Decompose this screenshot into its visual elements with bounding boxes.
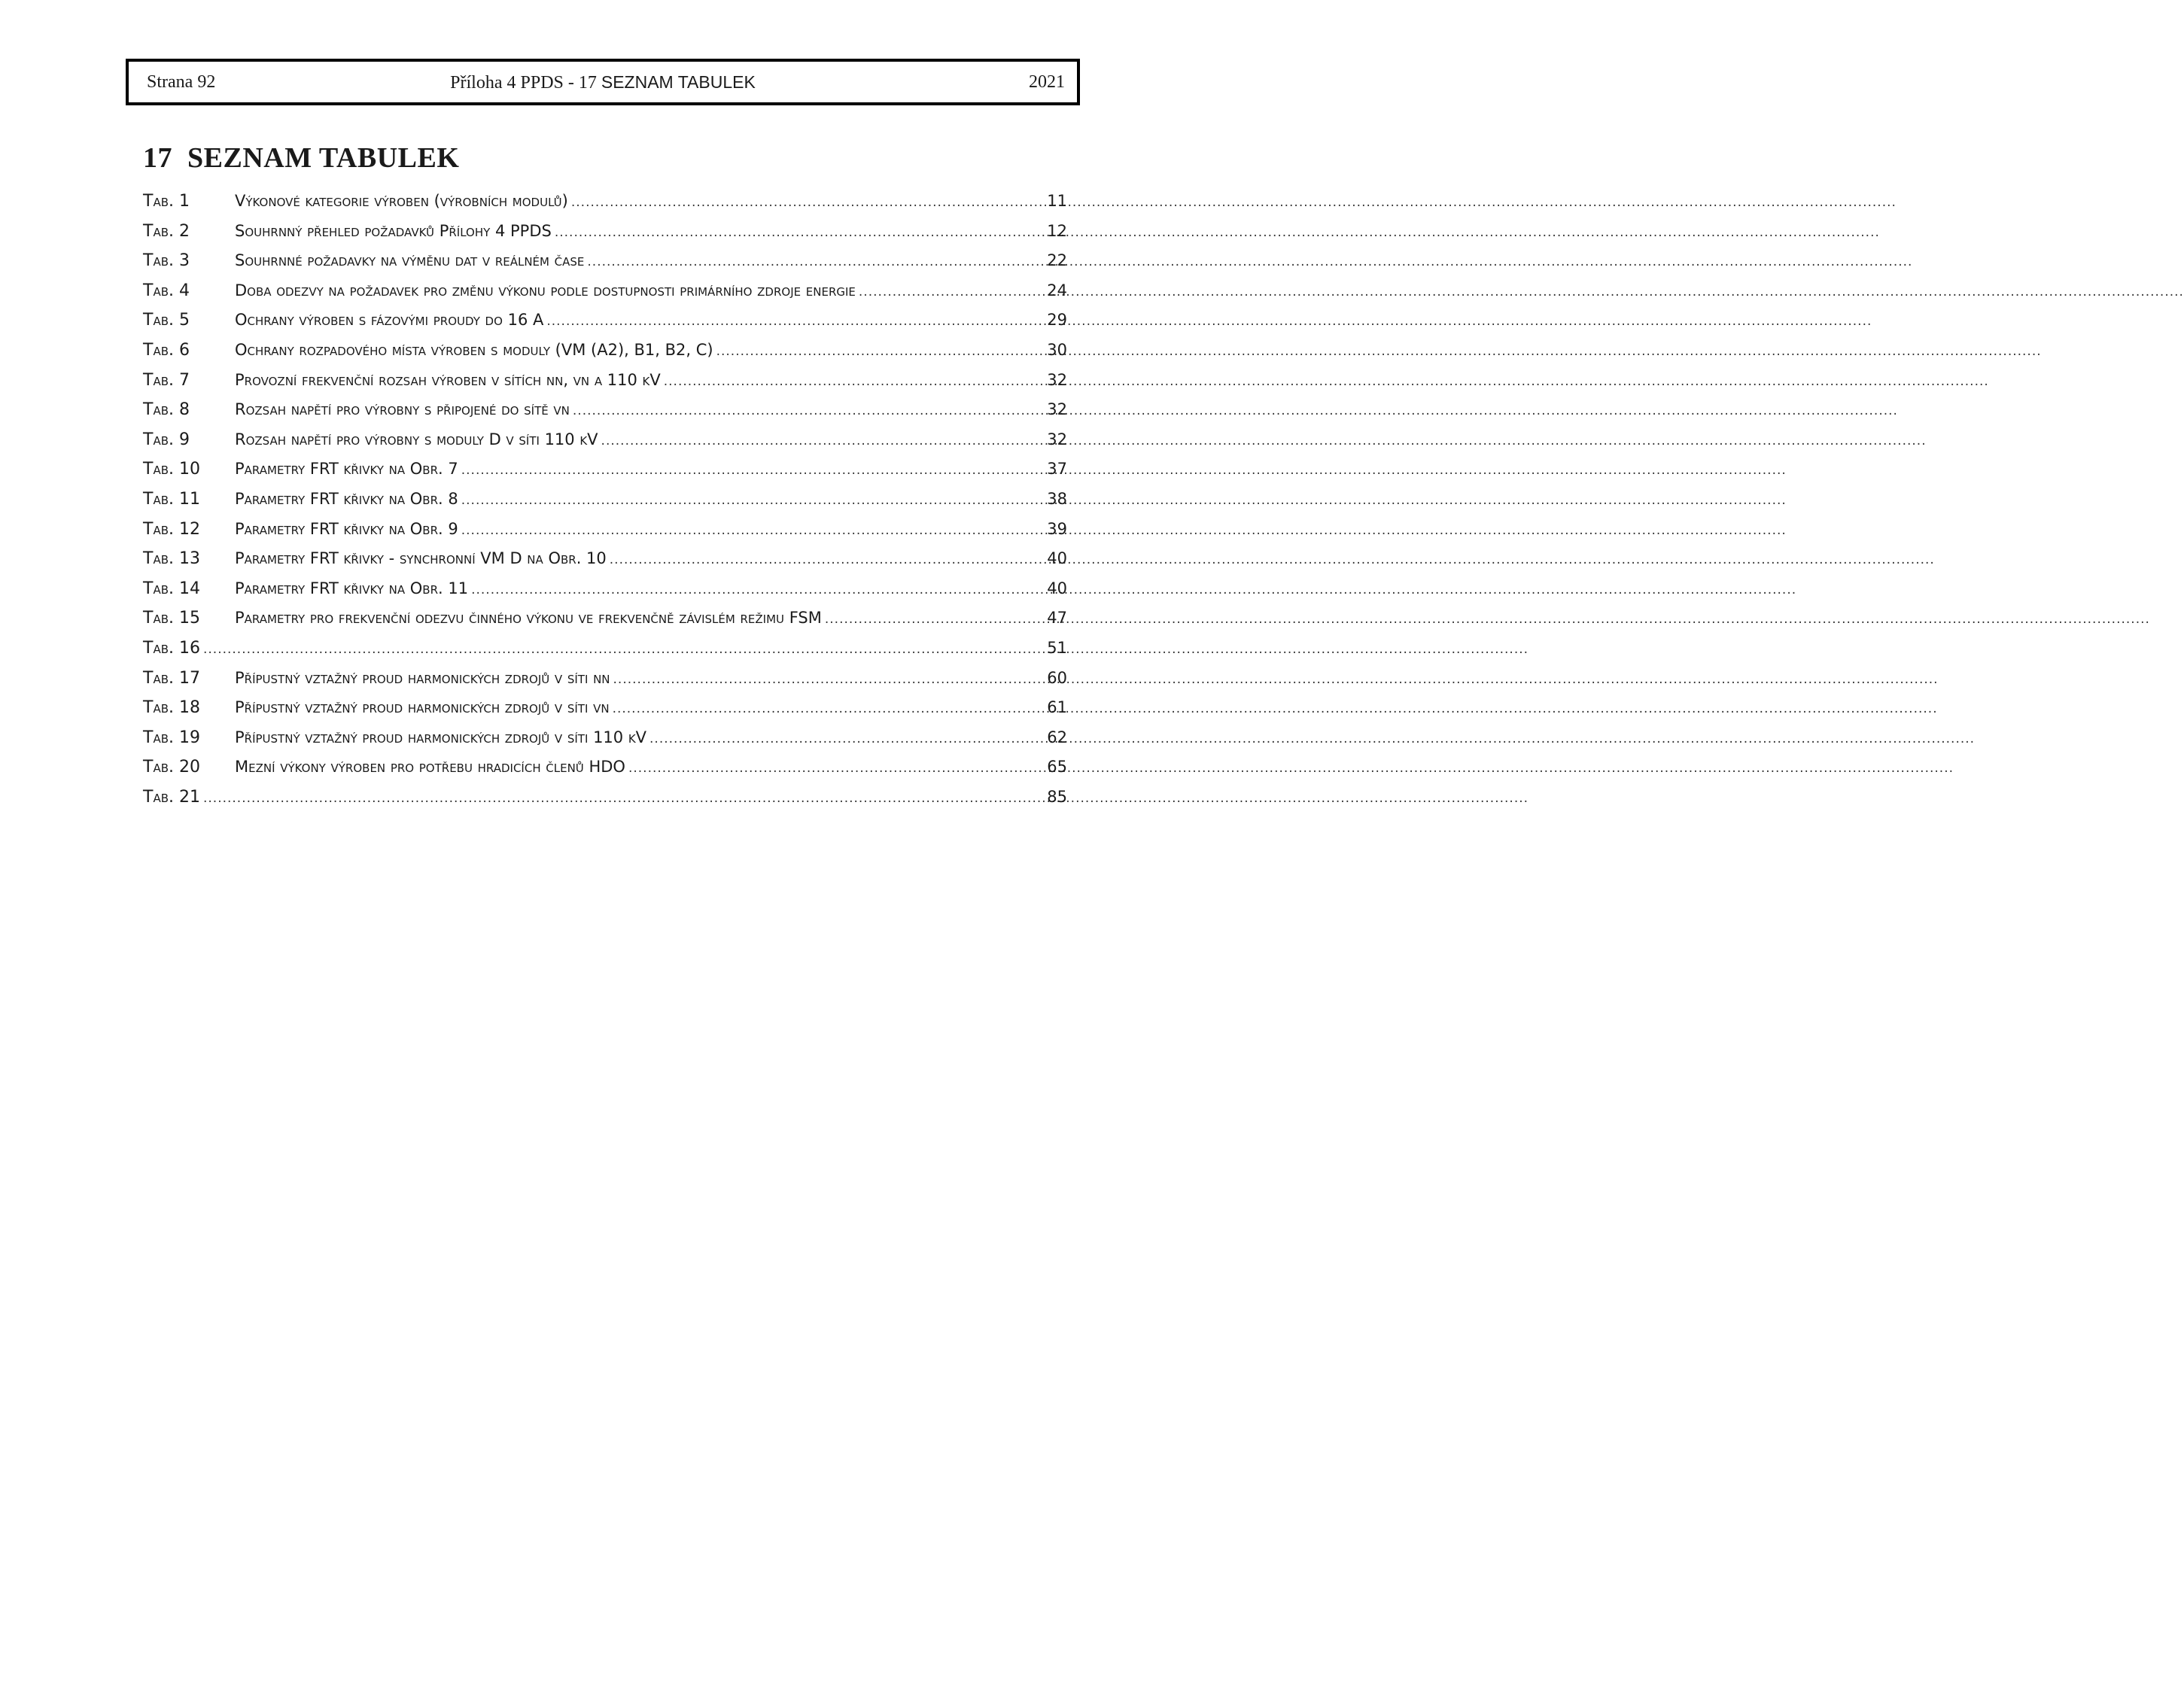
toc-dot-leader <box>546 307 1043 337</box>
toc-dot-leader <box>461 486 1043 516</box>
toc-dot-leader <box>859 278 1043 308</box>
toc-entry-label: Tab. 8 <box>143 400 190 420</box>
toc-dot-leader <box>555 218 1043 248</box>
toc-entry-caption: Parametry FRT křivky - synchronní VM D na Obr. 10 <box>235 549 607 568</box>
toc-dot-leader <box>613 694 1043 725</box>
toc-entry-label: Tab. 20 <box>143 758 200 777</box>
toc-entry[interactable] <box>143 305 1067 336</box>
toc-entry[interactable] <box>143 603 1067 634</box>
toc-entry[interactable] <box>143 217 1067 247</box>
toc-entry-page: 32 <box>1047 430 1067 448</box>
toc-entry-caption: Ochrany výroben s fázovými proudy do 16 A <box>235 311 544 330</box>
toc-entry[interactable] <box>143 783 1067 813</box>
toc-entry-label: Tab. 2 <box>143 221 190 241</box>
toc-entry-label: Tab. 17 <box>143 668 200 688</box>
toc-entry-caption: Rozsah napětí pro výrobny s připojené do sítě vn <box>235 400 570 419</box>
toc-entry[interactable] <box>143 246 1067 276</box>
toc-entry-page: 12 <box>1047 221 1067 240</box>
toc-dot-leader <box>628 754 1043 784</box>
toc-entry-page: 65 <box>1047 758 1067 777</box>
toc-entry[interactable] <box>143 366 1067 396</box>
toc-dot-leader <box>649 725 1043 755</box>
header-section-name: SEZNAM TABULEK <box>601 72 756 92</box>
toc-entry-label: Tab. 11 <box>143 489 200 509</box>
toc-entry-page: 22 <box>1047 251 1067 270</box>
toc-dot-leader <box>203 784 1043 814</box>
toc-entry-page: 38 <box>1047 489 1067 508</box>
toc-dot-leader <box>610 546 1043 576</box>
toc-entry-label: Tab. 3 <box>143 251 190 271</box>
toc-entry-caption: Parametry FRT křivky na Obr. 7 <box>235 460 458 479</box>
toc-entry-page: 24 <box>1047 281 1067 299</box>
toc-entry[interactable] <box>143 723 1067 753</box>
toc-dot-leader <box>716 337 1043 367</box>
header-document-title <box>129 72 1077 93</box>
toc-entry-page: 30 <box>1047 340 1067 359</box>
toc-entry[interactable] <box>143 752 1067 783</box>
section-number: 17 <box>143 142 172 174</box>
header-year: 2021 <box>1029 72 1065 92</box>
toc-entry-caption: Přípustný vztažný proud harmonických zdrojů v síti 110 kV <box>235 728 647 746</box>
toc-entry[interactable] <box>143 276 1067 306</box>
toc-entry-caption: Výkonové kategorie výroben (výrobních modulů) <box>235 192 568 210</box>
toc-dot-leader <box>461 456 1043 486</box>
toc-entry[interactable] <box>143 574 1067 604</box>
toc-entry-caption: Souhrnné požadavky na výměnu dat v reálném čase <box>235 251 585 270</box>
toc-entry-page: 62 <box>1047 728 1067 746</box>
table-of-contents <box>143 187 1067 812</box>
toc-entry-caption: Mezní výkony výroben pro potřebu hradicích členů HDO <box>235 758 625 777</box>
toc-entry[interactable] <box>143 485 1067 515</box>
toc-entry-caption: Parametry FRT křivky na Obr. 11 <box>235 579 469 597</box>
page-header <box>126 59 1080 105</box>
section-title: SEZNAM TABULEK <box>187 142 460 174</box>
toc-entry-label: Tab. 13 <box>143 549 200 569</box>
toc-entry[interactable] <box>143 693 1067 723</box>
toc-entry-caption: Přípustný vztažný proud harmonických zdrojů v síti vn <box>235 698 610 717</box>
toc-entry[interactable] <box>143 515 1067 545</box>
toc-entry-caption: Souhrnný přehled požadavků Přílohy 4 PPDS <box>235 221 552 240</box>
toc-entry[interactable] <box>143 634 1067 664</box>
toc-entry-page: 60 <box>1047 668 1067 687</box>
toc-entry-caption: Přípustný vztažný proud harmonických zdrojů v síti nn <box>235 668 610 687</box>
toc-entry-caption: Parametry FRT křivky na Obr. 9 <box>235 519 458 538</box>
toc-entry-caption: Provozní frekvenční rozsah výroben v sítích nn, vn a 110 kV <box>235 370 661 389</box>
toc-entry-label: Tab. 10 <box>143 460 200 479</box>
toc-dot-leader <box>601 427 1043 457</box>
toc-dot-leader <box>461 516 1043 546</box>
section-heading <box>143 141 459 175</box>
toc-entry-page: 32 <box>1047 400 1067 419</box>
toc-entry-page: 29 <box>1047 311 1067 330</box>
toc-dot-leader <box>203 635 1043 665</box>
toc-entry-page: 32 <box>1047 370 1067 389</box>
toc-dot-leader <box>825 605 1043 635</box>
toc-entry-page: 85 <box>1047 787 1067 806</box>
toc-entry-page: 47 <box>1047 609 1067 628</box>
toc-entry-page: 37 <box>1047 460 1067 479</box>
toc-entry-caption: Parametry pro frekvenční odezvu činného výkonu ve frekvenčně závislém režimu FSM <box>235 609 822 628</box>
toc-entry-caption: Ochrany rozpadového místa výroben s moduly (VM (A2), B1, B2, C) <box>235 340 713 359</box>
toc-entry-caption: Rozsah napětí pro výrobny s moduly D v síti 110 kV <box>235 430 598 448</box>
toc-entry-page: 40 <box>1047 549 1067 568</box>
toc-entry-label: Tab. 9 <box>143 430 190 449</box>
toc-entry-label: Tab. 15 <box>143 609 200 628</box>
toc-dot-leader <box>587 248 1043 278</box>
toc-entry-page: 39 <box>1047 519 1067 538</box>
toc-entry[interactable] <box>143 395 1067 425</box>
toc-entry-label: Tab. 18 <box>143 698 200 718</box>
toc-dot-leader <box>471 576 1043 606</box>
toc-entry-label: Tab. 12 <box>143 519 200 539</box>
toc-entry[interactable] <box>143 544 1067 574</box>
toc-entry[interactable] <box>143 664 1067 694</box>
toc-entry-label: Tab. 4 <box>143 281 190 300</box>
toc-entry[interactable] <box>143 454 1067 485</box>
header-page-number: Strana 92 <box>147 72 216 92</box>
toc-entry-caption: Doba odezvy na požadavek pro změnu výkonu podle dostupnosti primárního zdroje energie <box>235 281 856 299</box>
toc-entry-label: Tab. 5 <box>143 311 190 330</box>
toc-entry-caption: Parametry FRT křivky na Obr. 8 <box>235 489 458 508</box>
toc-entry-page: 40 <box>1047 579 1067 597</box>
toc-entry-page: 61 <box>1047 698 1067 717</box>
toc-entry-label: Tab. 6 <box>143 340 190 360</box>
toc-entry-label: Tab. 14 <box>143 579 200 598</box>
toc-entry-label: Tab. 21 <box>143 787 200 807</box>
toc-dot-leader <box>573 397 1043 427</box>
toc-entry[interactable] <box>143 187 1067 217</box>
header-document-prefix: Příloha 4 PPDS - 17 <box>450 73 597 93</box>
toc-entry[interactable] <box>143 336 1067 366</box>
toc-entry-label: Tab. 16 <box>143 638 200 658</box>
toc-entry-page: 11 <box>1047 192 1067 210</box>
toc-entry-label: Tab. 19 <box>143 728 200 747</box>
toc-entry-page: 51 <box>1047 638 1067 657</box>
toc-entry-label: Tab. 7 <box>143 370 190 390</box>
toc-dot-leader <box>664 367 1043 397</box>
toc-dot-leader <box>571 188 1043 218</box>
toc-dot-leader <box>613 665 1043 695</box>
toc-entry-label: Tab. 1 <box>143 192 190 211</box>
toc-entry[interactable] <box>143 425 1067 455</box>
